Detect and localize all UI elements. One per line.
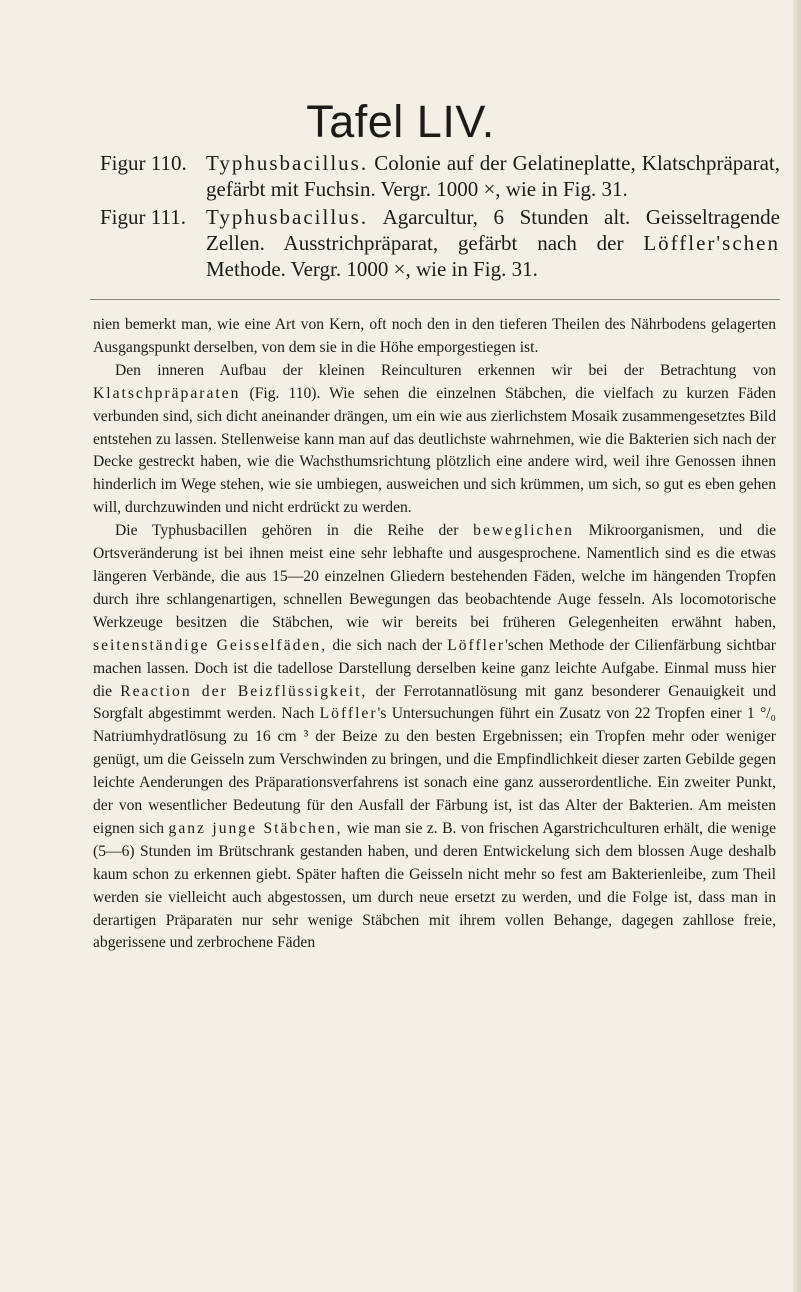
- figure-text: Agarcultur, 6 Stunden alt. Geisseltragende Zellen. Ausstrichpräparat, gefärbt nach der: [206, 205, 781, 255]
- paragraph-1: [93, 314, 776, 360]
- figure-text: Methode. Vergr. 1000 ×, wie in Fig. 31.: [206, 257, 538, 281]
- text-run: die sich nach der: [332, 636, 442, 654]
- figure-caption-111: [100, 204, 780, 282]
- body-text: [93, 314, 776, 955]
- spaced-term: Klatschpräparaten: [93, 384, 241, 402]
- spaced-term: Löffler: [319, 705, 378, 723]
- text-run: 'schen Methode der Cilienfärbung sichtbar machen lassen. Doch ist die tadellose Darstellung derselben keine ganz leichte Aufgabe. Einmal muss hier die: [93, 636, 776, 700]
- figure-description: [206, 150, 780, 202]
- spaced-term: ganz junge Stäbchen,: [168, 819, 343, 837]
- text-run: nien bemerkt man, wie eine Art von Kern, oft noch den in den tieferen Theilen des Nährbodens gelagerten Ausgangspunkt derselben, von dem sie in die Höhe emporgestiegen ist.: [93, 316, 776, 356]
- text-run: 's Untersuchungen führt ein Zusatz von 22 Tropfen einer 1 °/₀ Natriumhydratlösung zu 16 cm ³ der Beize zu den besten Ergebnissen; ein Tropfen mehr oder weniger genügt, um die Geisseln zum Verschwinden zu bringen, und die Empfindlichkeit dieser zarten Gebilde gegen leichte Aenderungen des Präparationsverfahrens ist sonach eine ganz ausserordentliche. Ein zweiter Punkt, der von wesentlicher Bedeutung für den Ausfall der Färbung ist, ist das Alter der Bakterien. Am meisten eignen sich: [93, 705, 776, 837]
- plate-title: Tafel LIV.: [306, 96, 495, 147]
- spaced-term: Reaction der Beizflüssigkeit,: [120, 682, 368, 700]
- text-run: Den inneren Aufbau der kleinen Reinculturen erkennen wir bei der Betrachtung von: [115, 361, 776, 379]
- text-run: wie man sie z. B. von frischen Agarstrichculturen erhält, die wenige (5—6) Stunden im Brütschrank gestanden haben, und deren Entwickelung sich dem blossen Auge deshalb kaum schon zu erkennen giebt. Später haften die Geisseln nicht mehr so fest am Bakterienleibe, zum Theil werden sie vielleicht auch abgestossen, um durch neue ersetzt zu werden, und die Folge ist, dass man in derartigen Präparaten nur sehr wenige Stäbchen mit ihrem vollen Behange, dagegen zahllose freie, abgerissene und zerbrochene Fäden: [93, 819, 776, 952]
- figure-label: Figur 111.: [100, 205, 186, 229]
- text-run: Mikroorganismen, und die Ortsveränderung ist bei ihnen meist eine sehr lebhafte und ausgesprochene. Namentlich sind es die etwas längeren Verbände, die aus 15—20 einzelnen Gliedern bestehenden Fäden, welche im hängenden Tropfen durch ihre schlangenartigen, schnellen Bewegungen das beobachtende Auge fesseln. Als locomotorische Werkzeuge besitzen die Stäbchen, wie wir bereits bei früheren Gelegenheiten erwähnt haben,: [93, 522, 777, 631]
- figure-label: Figur 110.: [100, 151, 187, 175]
- text-run: der Ferrotannatlösung mit ganz besonderer Genauigkeit und Sorgfalt abgestimmt werden. Nach: [93, 682, 776, 723]
- paragraph-2: [93, 360, 776, 520]
- organism-name: Typhusbacillus.: [206, 151, 369, 175]
- page-edge: [793, 0, 801, 1292]
- figure-caption-110: [100, 150, 780, 202]
- divider-rule: [90, 299, 780, 300]
- organism-name: Typhusbacillus.: [206, 205, 369, 229]
- text-run: Die Typhusbacillen gehören in die Reihe der: [115, 522, 459, 540]
- author-name: Löffler'schen: [643, 231, 780, 255]
- figure-captions: [100, 150, 780, 284]
- paragraph-3: [93, 520, 776, 955]
- figure-description: [206, 204, 780, 282]
- text-run: (Fig. 110). Wie sehen die einzelnen Stäbchen, die vielfach zu kurzen Fäden verbunden sind, sich dicht aneinander drängen, um ein wie aus zierlichstem Mosaik zusammengesetztes Bild entstehen zu lassen. Stellenweise kann man auf das deutlichste wahrnehmen, wie die Bakterien sich nach der Decke gestreckt haben, wie die Wachsthumsrichtung plötzlich eine andere wird, weil ihre Genossen ihnen hinderlich im Wege stehen, wie sie umbiegen, ausweichen und sich krümmen, um sich, so gut es eben gehen will, durchzuwinden und nicht erdrückt zu werden.: [93, 384, 776, 517]
- spaced-term: Löffler: [447, 636, 506, 654]
- figure-text: Colonie auf der Gelatineplatte, Klatschpräparat, gefärbt mit Fuchsin. Vergr. 1000 ×, wie in Fig. 31.: [206, 151, 780, 201]
- spaced-term: seitenständige Geisselfäden,: [93, 636, 328, 654]
- spaced-term: beweglichen: [473, 522, 574, 540]
